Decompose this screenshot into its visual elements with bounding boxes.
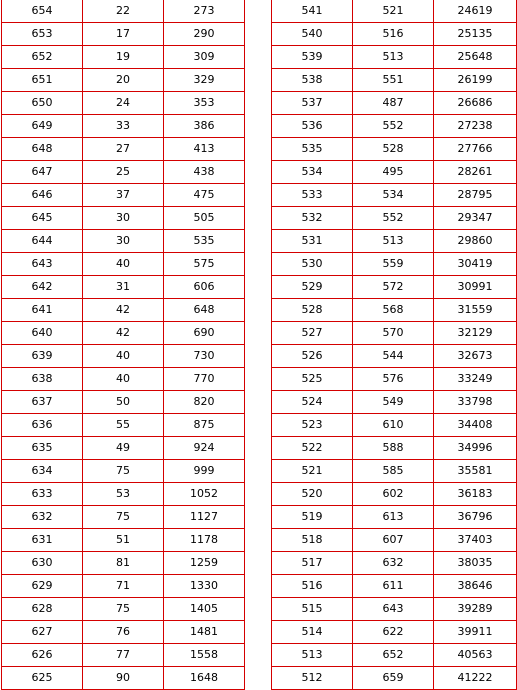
cumulative-cell: 27238 — [434, 115, 517, 138]
table-row — [2, 46, 245, 69]
table-row — [2, 184, 245, 207]
cumulative-cell: 28261 — [434, 161, 517, 184]
score-cell: 639 — [2, 345, 83, 368]
table-row — [272, 253, 517, 276]
cumulative-cell: 25648 — [434, 46, 517, 69]
score-cell: 520 — [272, 483, 353, 506]
table-row — [272, 391, 517, 414]
table-row — [2, 368, 245, 391]
cumulative-cell: 26199 — [434, 69, 517, 92]
table-row — [2, 552, 245, 575]
table-row — [2, 0, 245, 23]
score-cell: 540 — [272, 23, 353, 46]
score-cell: 635 — [2, 437, 83, 460]
cumulative-cell: 1481 — [164, 621, 245, 644]
score-cell: 644 — [2, 230, 83, 253]
cumulative-cell: 24619 — [434, 0, 517, 23]
count-cell: 37 — [83, 184, 164, 207]
cumulative-cell: 41222 — [434, 667, 517, 690]
cumulative-cell: 290 — [164, 23, 245, 46]
score-cell: 516 — [272, 575, 353, 598]
count-cell: 75 — [83, 506, 164, 529]
cumulative-cell: 820 — [164, 391, 245, 414]
count-cell: 652 — [353, 644, 434, 667]
score-cell: 536 — [272, 115, 353, 138]
count-cell: 516 — [353, 23, 434, 46]
cumulative-cell: 36796 — [434, 506, 517, 529]
score-cell: 523 — [272, 414, 353, 437]
score-cell: 641 — [2, 299, 83, 322]
table-row — [272, 138, 517, 161]
cumulative-cell: 25135 — [434, 23, 517, 46]
table-row — [272, 345, 517, 368]
score-cell: 640 — [2, 322, 83, 345]
count-cell: 71 — [83, 575, 164, 598]
table-row — [2, 667, 245, 690]
score-cell: 642 — [2, 276, 83, 299]
score-cell: 643 — [2, 253, 83, 276]
score-cell: 517 — [272, 552, 353, 575]
count-cell: 40 — [83, 253, 164, 276]
score-cell: 538 — [272, 69, 353, 92]
count-cell: 659 — [353, 667, 434, 690]
score-cell: 533 — [272, 184, 353, 207]
cumulative-cell: 34996 — [434, 437, 517, 460]
count-cell: 75 — [83, 460, 164, 483]
table-row — [2, 322, 245, 345]
table-row — [2, 161, 245, 184]
count-cell: 30 — [83, 207, 164, 230]
table-row — [272, 0, 517, 23]
count-cell: 487 — [353, 92, 434, 115]
left-table-wrapper — [1, 0, 245, 690]
table-row — [2, 253, 245, 276]
count-cell: 607 — [353, 529, 434, 552]
cumulative-cell: 606 — [164, 276, 245, 299]
table-row — [2, 207, 245, 230]
count-cell: 570 — [353, 322, 434, 345]
cumulative-cell: 1405 — [164, 598, 245, 621]
score-cell: 526 — [272, 345, 353, 368]
count-cell: 27 — [83, 138, 164, 161]
count-cell: 534 — [353, 184, 434, 207]
score-cell: 531 — [272, 230, 353, 253]
score-cell: 654 — [2, 0, 83, 23]
table-row — [2, 391, 245, 414]
score-cell: 648 — [2, 138, 83, 161]
count-cell: 30 — [83, 230, 164, 253]
table-row — [2, 115, 245, 138]
count-cell: 77 — [83, 644, 164, 667]
count-cell: 551 — [353, 69, 434, 92]
table-row — [2, 23, 245, 46]
cumulative-cell: 38035 — [434, 552, 517, 575]
table-row — [272, 368, 517, 391]
cumulative-cell: 1330 — [164, 575, 245, 598]
score-cell: 515 — [272, 598, 353, 621]
cumulative-cell: 309 — [164, 46, 245, 69]
cumulative-cell: 39289 — [434, 598, 517, 621]
count-cell: 22 — [83, 0, 164, 23]
table-row — [2, 575, 245, 598]
count-cell: 40 — [83, 345, 164, 368]
cumulative-cell: 40563 — [434, 644, 517, 667]
count-cell: 49 — [83, 437, 164, 460]
cumulative-cell: 33249 — [434, 368, 517, 391]
score-cell: 518 — [272, 529, 353, 552]
cumulative-cell: 535 — [164, 230, 245, 253]
score-cell: 513 — [272, 644, 353, 667]
table-row — [272, 506, 517, 529]
count-cell: 25 — [83, 161, 164, 184]
cumulative-cell: 28795 — [434, 184, 517, 207]
cumulative-cell: 924 — [164, 437, 245, 460]
count-cell: 19 — [83, 46, 164, 69]
right-table-wrapper — [271, 0, 517, 690]
table-row — [272, 621, 517, 644]
table-row — [2, 69, 245, 92]
cumulative-cell: 690 — [164, 322, 245, 345]
left-score-table — [1, 0, 245, 690]
count-cell: 51 — [83, 529, 164, 552]
table-row — [272, 115, 517, 138]
table-row — [272, 667, 517, 690]
right-score-table — [271, 0, 517, 690]
count-cell: 544 — [353, 345, 434, 368]
table-row — [2, 230, 245, 253]
table-row — [2, 276, 245, 299]
count-cell: 632 — [353, 552, 434, 575]
cumulative-cell: 36183 — [434, 483, 517, 506]
cumulative-cell: 353 — [164, 92, 245, 115]
cumulative-cell: 35581 — [434, 460, 517, 483]
table-row — [272, 483, 517, 506]
table-row — [272, 23, 517, 46]
cumulative-cell: 1648 — [164, 667, 245, 690]
count-cell: 568 — [353, 299, 434, 322]
score-cell: 537 — [272, 92, 353, 115]
cumulative-cell: 1178 — [164, 529, 245, 552]
count-cell: 76 — [83, 621, 164, 644]
score-cell: 630 — [2, 552, 83, 575]
score-cell: 524 — [272, 391, 353, 414]
score-cell: 636 — [2, 414, 83, 437]
count-cell: 50 — [83, 391, 164, 414]
score-cell: 645 — [2, 207, 83, 230]
table-row — [272, 184, 517, 207]
cumulative-cell: 38646 — [434, 575, 517, 598]
table-row — [2, 506, 245, 529]
table-row — [272, 529, 517, 552]
cumulative-cell: 999 — [164, 460, 245, 483]
score-cell: 512 — [272, 667, 353, 690]
cumulative-cell: 30991 — [434, 276, 517, 299]
score-cell: 535 — [272, 138, 353, 161]
table-row — [272, 299, 517, 322]
count-cell: 521 — [353, 0, 434, 23]
count-cell: 643 — [353, 598, 434, 621]
count-cell: 528 — [353, 138, 434, 161]
score-cell: 653 — [2, 23, 83, 46]
count-cell: 81 — [83, 552, 164, 575]
table-row — [2, 414, 245, 437]
score-cell: 638 — [2, 368, 83, 391]
cumulative-cell: 29347 — [434, 207, 517, 230]
count-cell: 552 — [353, 115, 434, 138]
count-cell: 40 — [83, 368, 164, 391]
score-cell: 628 — [2, 598, 83, 621]
cumulative-cell: 32673 — [434, 345, 517, 368]
table-row — [2, 483, 245, 506]
score-cell: 525 — [272, 368, 353, 391]
table-row — [272, 276, 517, 299]
score-cell: 651 — [2, 69, 83, 92]
count-cell: 552 — [353, 207, 434, 230]
count-cell: 513 — [353, 46, 434, 69]
left-table-body — [2, 0, 245, 690]
cumulative-cell: 39911 — [434, 621, 517, 644]
table-row — [272, 598, 517, 621]
score-cell: 539 — [272, 46, 353, 69]
count-cell: 513 — [353, 230, 434, 253]
count-cell: 17 — [83, 23, 164, 46]
cumulative-cell: 1259 — [164, 552, 245, 575]
cumulative-cell: 875 — [164, 414, 245, 437]
table-row — [272, 322, 517, 345]
score-cell: 632 — [2, 506, 83, 529]
table-row — [272, 69, 517, 92]
count-cell: 31 — [83, 276, 164, 299]
table-row — [2, 460, 245, 483]
score-cell: 625 — [2, 667, 83, 690]
count-cell: 559 — [353, 253, 434, 276]
score-cell: 514 — [272, 621, 353, 644]
score-cell: 519 — [272, 506, 353, 529]
count-cell: 610 — [353, 414, 434, 437]
count-cell: 585 — [353, 460, 434, 483]
count-cell: 20 — [83, 69, 164, 92]
count-cell: 42 — [83, 299, 164, 322]
count-cell: 42 — [83, 322, 164, 345]
score-cell: 541 — [272, 0, 353, 23]
score-cell: 532 — [272, 207, 353, 230]
cumulative-cell: 27766 — [434, 138, 517, 161]
score-cell: 634 — [2, 460, 83, 483]
table-row — [2, 644, 245, 667]
cumulative-cell: 413 — [164, 138, 245, 161]
score-cell: 534 — [272, 161, 353, 184]
table-row — [272, 46, 517, 69]
cumulative-cell: 438 — [164, 161, 245, 184]
score-cell: 652 — [2, 46, 83, 69]
table-row — [2, 138, 245, 161]
table-row — [272, 644, 517, 667]
table-row — [272, 460, 517, 483]
score-cell: 627 — [2, 621, 83, 644]
table-row — [272, 207, 517, 230]
table-row — [272, 230, 517, 253]
table-row — [2, 299, 245, 322]
table-row — [2, 621, 245, 644]
count-cell: 611 — [353, 575, 434, 598]
cumulative-cell: 1127 — [164, 506, 245, 529]
score-cell: 521 — [272, 460, 353, 483]
count-cell: 613 — [353, 506, 434, 529]
table-row — [272, 437, 517, 460]
score-cell: 647 — [2, 161, 83, 184]
score-cell: 522 — [272, 437, 353, 460]
cumulative-cell: 26686 — [434, 92, 517, 115]
score-cell: 629 — [2, 575, 83, 598]
cumulative-cell: 32129 — [434, 322, 517, 345]
cumulative-cell: 730 — [164, 345, 245, 368]
count-cell: 576 — [353, 368, 434, 391]
cumulative-cell: 31559 — [434, 299, 517, 322]
score-cell: 626 — [2, 644, 83, 667]
table-row — [272, 575, 517, 598]
cumulative-cell: 33798 — [434, 391, 517, 414]
score-cell: 528 — [272, 299, 353, 322]
count-cell: 55 — [83, 414, 164, 437]
cumulative-cell: 37403 — [434, 529, 517, 552]
count-cell: 75 — [83, 598, 164, 621]
table-row — [2, 92, 245, 115]
count-cell: 53 — [83, 483, 164, 506]
score-cell: 631 — [2, 529, 83, 552]
cumulative-cell: 386 — [164, 115, 245, 138]
cumulative-cell: 273 — [164, 0, 245, 23]
cumulative-cell: 1558 — [164, 644, 245, 667]
cumulative-cell: 30419 — [434, 253, 517, 276]
table-row — [272, 161, 517, 184]
cumulative-cell: 475 — [164, 184, 245, 207]
cumulative-cell: 329 — [164, 69, 245, 92]
table-row — [272, 414, 517, 437]
count-cell: 602 — [353, 483, 434, 506]
score-cell: 633 — [2, 483, 83, 506]
count-cell: 588 — [353, 437, 434, 460]
score-cell: 646 — [2, 184, 83, 207]
cumulative-cell: 575 — [164, 253, 245, 276]
cumulative-cell: 29860 — [434, 230, 517, 253]
table-row — [2, 598, 245, 621]
cumulative-cell: 770 — [164, 368, 245, 391]
cumulative-cell: 1052 — [164, 483, 245, 506]
cumulative-cell: 505 — [164, 207, 245, 230]
cumulative-cell: 648 — [164, 299, 245, 322]
count-cell: 24 — [83, 92, 164, 115]
table-row — [2, 345, 245, 368]
table-row — [2, 437, 245, 460]
right-table-body — [272, 0, 517, 690]
score-cell: 529 — [272, 276, 353, 299]
score-cell: 530 — [272, 253, 353, 276]
count-cell: 495 — [353, 161, 434, 184]
count-cell: 90 — [83, 667, 164, 690]
count-cell: 622 — [353, 621, 434, 644]
score-cell: 649 — [2, 115, 83, 138]
count-cell: 572 — [353, 276, 434, 299]
count-cell: 33 — [83, 115, 164, 138]
score-cell: 650 — [2, 92, 83, 115]
count-cell: 549 — [353, 391, 434, 414]
score-cell: 637 — [2, 391, 83, 414]
table-row — [272, 552, 517, 575]
cumulative-cell: 34408 — [434, 414, 517, 437]
table-row — [272, 92, 517, 115]
score-cell: 527 — [272, 322, 353, 345]
table-row — [2, 529, 245, 552]
